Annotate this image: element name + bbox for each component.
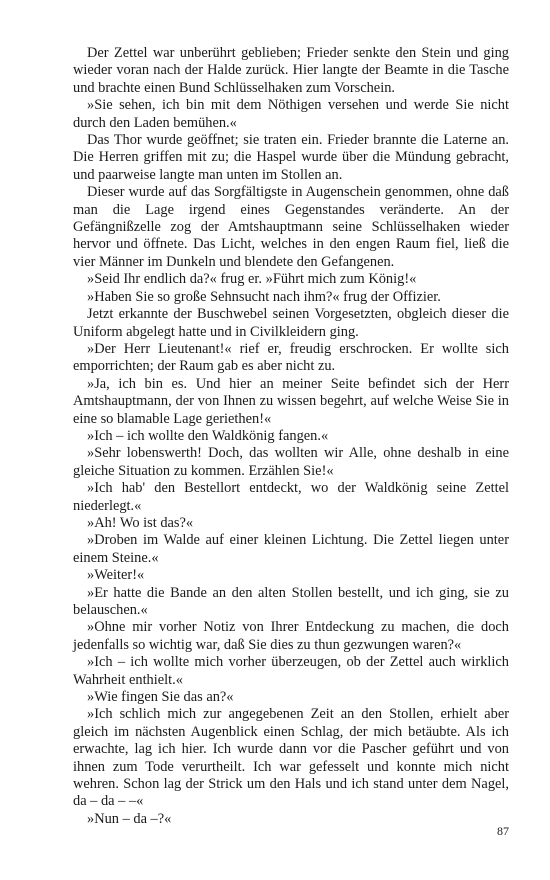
paragraph: »Ah! Wo ist das?« — [87, 514, 194, 531]
paragraph: »Sehr lobenswerth! Doch, das wollten wir Alle, ohne deshalb in eine gleiche Situation zu kommen. Erzählen Sie!« — [73, 445, 509, 479]
paragraph: »Haben Sie so große Sehnsucht nach ihm?« frug der Offizier. — [87, 288, 441, 305]
paragraph: »Ich schlich mich zur angegebenen Zeit an den Stollen, erhielt aber gleich im nächsten Augenblick einen Schlag, der mich betäubte. Als ich erwachte, lag ich hier. Ich wurde dann vor die Pascher geführt und von ihnen zum Tode verurtheilt. Ich war gefesselt und konnte mich nicht wehren. Schon lag der Strick um den Hals und ich stand unter dem Nagel, da – da – –« — [73, 706, 509, 810]
body-text — [73, 45, 509, 828]
paragraph: Dieser wurde auf das Sorgfältigste in Augenschein genommen, ohne daß man die Lage irgend eines Gegenstandes veränderte. An der Gefängnißzelle zog der Amtshauptmann seine Schlüsselhaken wieder hervor und öffnete. Das Licht, welches in den engen Raum fiel, ließ die vier Männer im Dunkeln und blendete den Gefangenen. — [73, 184, 509, 270]
paragraph: Der Zettel war unberührt geblieben; Frieder senkte den Stein und ging wieder voran nach der Halde zurück. Hier langte der Beamte in die Tasche und brachte einen Bund Schlüsselhaken zum Vorschein. — [73, 45, 509, 96]
paragraph: »Ich – ich wollte mich vorher überzeugen, ob der Zettel auch wirklich Wahrheit enthielt.« — [73, 654, 509, 688]
paragraph: »Der Herr Lieutenant!« rief er, freudig erschrocken. Er wollte sich emporrichten; der Raum gab es aber nicht zu. — [73, 340, 509, 375]
paragraph: »Wie fingen Sie das an?« — [87, 689, 234, 706]
paragraph: »Ich hab' den Bestellort entdeckt, wo der Waldkönig seine Zettel niederlegt.« — [73, 480, 509, 514]
paragraph: Das Thor wurde geöffnet; sie traten ein. Frieder brannte die Laterne an. Die Herren griffen mit zu; die Haspel wurde über die Mündung gebracht, und paarweise langte man unten im Stollen an. — [73, 132, 509, 183]
paragraph: »Ohne mir vorher Notiz von Ihrer Entdeckung zu machen, die doch jedenfalls so wichtig war, daß Sie dies zu thun gezwungen waren?« — [73, 619, 509, 653]
paragraph: »Nun – da –?« — [87, 810, 172, 827]
paragraph: »Ja, ich bin es. Und hier an meiner Seite befindet sich der Herr Amtshauptmann, der von Ihnen zu wissen begehrt, auf welche Weise Sie in eine so blamable Lage geriethen!« — [73, 375, 509, 427]
paragraph: »Droben im Walde auf einer kleinen Lichtung. Die Zettel liegen unter einem Steine.« — [73, 532, 509, 566]
paragraph: »Sie sehen, ich bin mit dem Nöthigen versehen und werde Sie nicht durch den Laden bemühen.« — [73, 97, 509, 131]
paragraph: »Ich – ich wollte den Waldkönig fangen.« — [87, 427, 329, 444]
paragraph: Jetzt erkannte der Buschwebel seinen Vorgesetzten, obgleich dieser die Uniform abgelegt hatte und in Civilkleidern ging. — [73, 306, 509, 340]
paragraph: »Weiter!« — [87, 567, 145, 584]
page-number: 87 — [497, 824, 509, 838]
paragraph: »Seid Ihr endlich da?« frug er. »Führt mich zum König!« — [87, 271, 417, 288]
paragraph: »Er hatte die Bande an den alten Stollen bestellt, und ich ging, sie zu belauschen.« — [73, 584, 509, 618]
